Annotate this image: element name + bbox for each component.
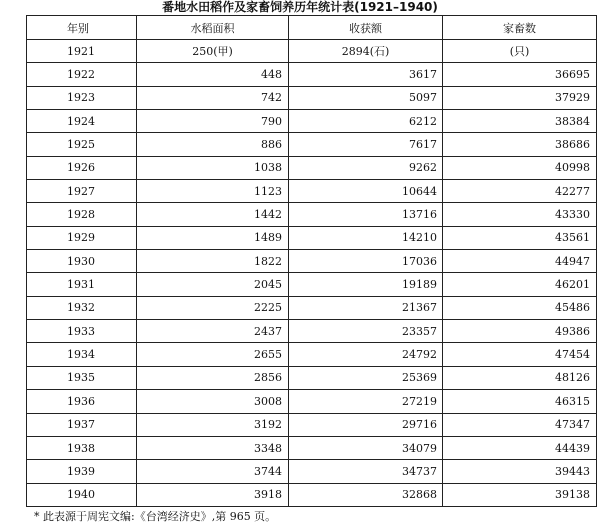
cell-year: 1925 — [27, 133, 137, 156]
cell-rice-area: 790 — [137, 110, 289, 133]
cell-rice-area: 3918 — [137, 483, 289, 506]
table-title: 番地水田稻作及家畜饲养历年统计表(1921–1940) — [162, 0, 438, 14]
header-row — [27, 16, 597, 40]
cell-rice-area: 742 — [137, 86, 289, 109]
table-row — [27, 296, 597, 319]
cell-harvest: 21367 — [289, 296, 443, 319]
cell-year: 1940 — [27, 483, 137, 506]
cell-rice-area: 1038 — [137, 156, 289, 179]
cell-livestock: 42277 — [443, 180, 597, 203]
cell-rice-area: 886 — [137, 133, 289, 156]
cell-harvest: 24792 — [289, 343, 443, 366]
cell-year: 1938 — [27, 436, 137, 459]
cell-harvest: 17036 — [289, 250, 443, 273]
cell-rice-area: 2225 — [137, 296, 289, 319]
cell-livestock: 39443 — [443, 460, 597, 483]
cell-year: 1931 — [27, 273, 137, 296]
cell-livestock: 46315 — [443, 390, 597, 413]
cell-year: 1932 — [27, 296, 137, 319]
cell-livestock: 40998 — [443, 156, 597, 179]
table-row — [27, 86, 597, 109]
cell-harvest: 13716 — [289, 203, 443, 226]
cell-year: 1923 — [27, 86, 137, 109]
cell-rice-area: 448 — [137, 63, 289, 86]
cell-rice-area: 3192 — [137, 413, 289, 436]
cell-livestock: 43561 — [443, 226, 597, 249]
cell-rice-area: 3008 — [137, 390, 289, 413]
cell-harvest: 25369 — [289, 366, 443, 389]
cell-livestock: 44947 — [443, 250, 597, 273]
table-row — [27, 273, 597, 296]
table-row — [27, 390, 597, 413]
table-row — [27, 156, 597, 179]
cell-rice-area: 2437 — [137, 320, 289, 343]
cell-harvest: 2894(石) — [289, 40, 443, 63]
cell-livestock: 47347 — [443, 413, 597, 436]
cell-harvest: 5097 — [289, 86, 443, 109]
table-row — [27, 320, 597, 343]
cell-rice-area: 1442 — [137, 203, 289, 226]
cell-livestock: 45486 — [443, 296, 597, 319]
cell-harvest: 23357 — [289, 320, 443, 343]
cell-year: 1939 — [27, 460, 137, 483]
table-row — [27, 203, 597, 226]
cell-year: 1933 — [27, 320, 137, 343]
cell-year: 1924 — [27, 110, 137, 133]
table-row-1921 — [27, 40, 597, 63]
cell-year: 1928 — [27, 203, 137, 226]
cell-year: 1929 — [27, 226, 137, 249]
header-harvest: 收获额 — [289, 16, 443, 40]
table-row — [27, 436, 597, 459]
footnote: * 此表源于周宪文编:《台湾经济史》,第 965 页。 — [34, 510, 277, 523]
cell-rice-area: 1123 — [137, 180, 289, 203]
cell-year: 1934 — [27, 343, 137, 366]
cell-rice-area: 2856 — [137, 366, 289, 389]
header-livestock: 家畜数 — [443, 16, 597, 40]
cell-harvest: 34079 — [289, 436, 443, 459]
cell-livestock: 43330 — [443, 203, 597, 226]
cell-livestock: 37929 — [443, 86, 597, 109]
cell-year: 1926 — [27, 156, 137, 179]
statistics-table — [26, 15, 597, 507]
cell-rice-area: 1489 — [137, 226, 289, 249]
cell-rice-area: 3348 — [137, 436, 289, 459]
cell-livestock: 48126 — [443, 366, 597, 389]
cell-harvest: 14210 — [289, 226, 443, 249]
table-row — [27, 413, 597, 436]
cell-livestock: 36695 — [443, 63, 597, 86]
table-row — [27, 343, 597, 366]
cell-rice-area: 250(甲) — [137, 40, 289, 63]
table-row — [27, 133, 597, 156]
cell-livestock: (只) — [443, 40, 597, 63]
cell-livestock: 47454 — [443, 343, 597, 366]
header-rice-area: 水稻面积 — [137, 16, 289, 40]
table-row — [27, 180, 597, 203]
table-row — [27, 483, 597, 506]
cell-rice-area: 3744 — [137, 460, 289, 483]
header-year: 年别 — [27, 16, 137, 40]
table-row — [27, 460, 597, 483]
cell-harvest: 19189 — [289, 273, 443, 296]
cell-livestock: 44439 — [443, 436, 597, 459]
table-row — [27, 110, 597, 133]
cell-year: 1927 — [27, 180, 137, 203]
cell-harvest: 32868 — [289, 483, 443, 506]
table-row — [27, 63, 597, 86]
cell-livestock: 38686 — [443, 133, 597, 156]
cell-rice-area: 1822 — [137, 250, 289, 273]
cell-year: 1936 — [27, 390, 137, 413]
cell-harvest: 3617 — [289, 63, 443, 86]
cell-harvest: 7617 — [289, 133, 443, 156]
cell-rice-area: 2045 — [137, 273, 289, 296]
cell-livestock: 39138 — [443, 483, 597, 506]
cell-year: 1935 — [27, 366, 137, 389]
cell-harvest: 9262 — [289, 156, 443, 179]
cell-year: 1930 — [27, 250, 137, 273]
cell-harvest: 29716 — [289, 413, 443, 436]
cell-year: 1921 — [27, 40, 137, 63]
cell-year: 1922 — [27, 63, 137, 86]
cell-harvest: 27219 — [289, 390, 443, 413]
cell-livestock: 38384 — [443, 110, 597, 133]
cell-harvest: 34737 — [289, 460, 443, 483]
table-row — [27, 226, 597, 249]
cell-livestock: 49386 — [443, 320, 597, 343]
cell-year: 1937 — [27, 413, 137, 436]
cell-livestock: 46201 — [443, 273, 597, 296]
cell-harvest: 6212 — [289, 110, 443, 133]
table-row — [27, 366, 597, 389]
cell-rice-area: 2655 — [137, 343, 289, 366]
table-row — [27, 250, 597, 273]
cell-harvest: 10644 — [289, 180, 443, 203]
